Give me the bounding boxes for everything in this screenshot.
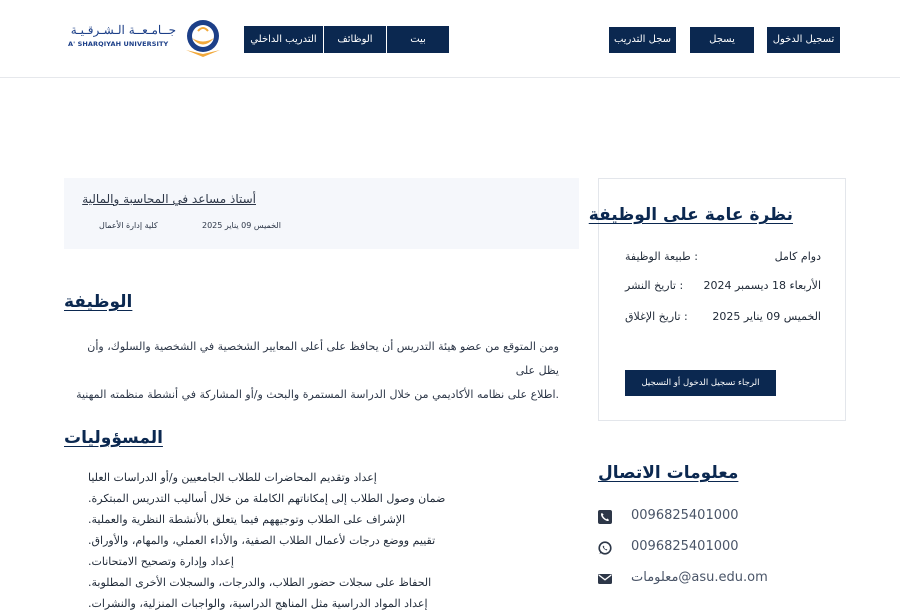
overview-value: الخميس 09 يناير 2025 <box>712 310 821 323</box>
list-item: .الحفاظ على سجلات حضور الطلاب، والدرجات، والسجلات الأخرى المطلوبة <box>88 576 432 589</box>
whatsapp-icon <box>598 541 612 555</box>
job-title-link[interactable]: أستاذ مساعد في المحاسبة والمالية <box>82 192 256 206</box>
register-button[interactable]: يسجل <box>690 27 754 53</box>
list-item: إعداد وتقديم المحاضرات للطلاب الجامعيين و/أو الدراسات العليا <box>88 471 377 484</box>
list-item: .إعداد المواد الدراسية مثل المناهج الدراسية، والواجبات المنزلية، والنشرات <box>88 597 428 610</box>
login-or-register-button[interactable]: الرجاء تسجيل الدخول أو التسجيل <box>625 370 776 396</box>
phone-icon <box>598 510 612 524</box>
header-bar <box>0 0 900 78</box>
logo-arabic-text: جــامـعــة الـشـرقـيـة <box>70 23 176 37</box>
job-college: كلية إدارة الأعمال <box>99 221 158 230</box>
login-button[interactable]: تسجيل الدخول <box>767 27 840 53</box>
contact-whatsapp <box>598 539 778 559</box>
phone-number[interactable]: 0096825401000 <box>631 508 739 523</box>
logo-english-text: A' SHARQIYAH UNIVERSITY <box>68 40 169 48</box>
contact-email <box>598 570 778 590</box>
job-description-line-2: .اطلاع على نظامه الأكاديمي من خلال الدراسة المستمرة والبحث و/أو المشاركة في أنشطة منظمته المهنية <box>76 388 559 401</box>
job-date: الخميس 09 يناير 2025 <box>202 221 281 230</box>
overview-key: : تاريخ الإغلاق <box>625 310 688 323</box>
overview-title: نظرة عامة على الوظيفة <box>588 205 793 225</box>
overview-key: : تاريخ النشر <box>625 279 684 292</box>
list-item: .الإشراف على الطلاب وتوجيههم فيما يتعلق بالأنشطة النظرية والعملية <box>88 513 406 526</box>
responsibilities-list <box>88 467 468 610</box>
job-overview-card <box>588 178 846 421</box>
contact-phone <box>598 508 778 528</box>
training-register-button[interactable]: سجل التدريب <box>609 27 676 53</box>
list-item: .إعداد وإدارة وتصحيح الامتحانات <box>88 555 234 568</box>
list-item: .تقييم ووضع درجات لأعمال الطلاب الصفية، والأداء العملي، والمهام، والأوراق <box>88 534 436 547</box>
job-description-line-1: ومن المتوقع من عضو هيئة التدريس أن يحافظ على أعلى المعايير الشخصية في الشخصية والسلوك، وأن يظل على <box>87 340 559 377</box>
contact-heading: معلومات الاتصال <box>598 463 739 483</box>
overview-value: الأربعاء 18 ديسمبر 2024 <box>703 279 821 292</box>
email-address[interactable]: معلومات@asu.edu.om <box>631 570 768 585</box>
university-logo[interactable] <box>68 17 228 59</box>
nav-jobs[interactable]: الوظائف <box>324 26 387 53</box>
overview-key: : طبيعة الوظيفة <box>625 250 698 263</box>
job-description <box>64 335 559 407</box>
email-icon <box>598 572 612 586</box>
job-summary-card <box>64 178 579 249</box>
main-nav <box>244 26 449 53</box>
responsibilities-heading: المسؤوليات <box>64 428 163 448</box>
list-item: .ضمان وصول الطلاب إلى إمكاناتهم الكاملة من خلال أساليب التدريس المبتكرة <box>88 492 446 505</box>
overview-value: دوام كامل <box>774 250 821 263</box>
nav-internship[interactable]: التدريب الداخلي <box>244 26 324 53</box>
university-emblem-icon <box>176 17 226 59</box>
nav-home[interactable]: بيت <box>387 26 449 53</box>
job-heading: الوظيفة <box>64 292 133 312</box>
whatsapp-number[interactable]: 0096825401000 <box>631 539 739 554</box>
